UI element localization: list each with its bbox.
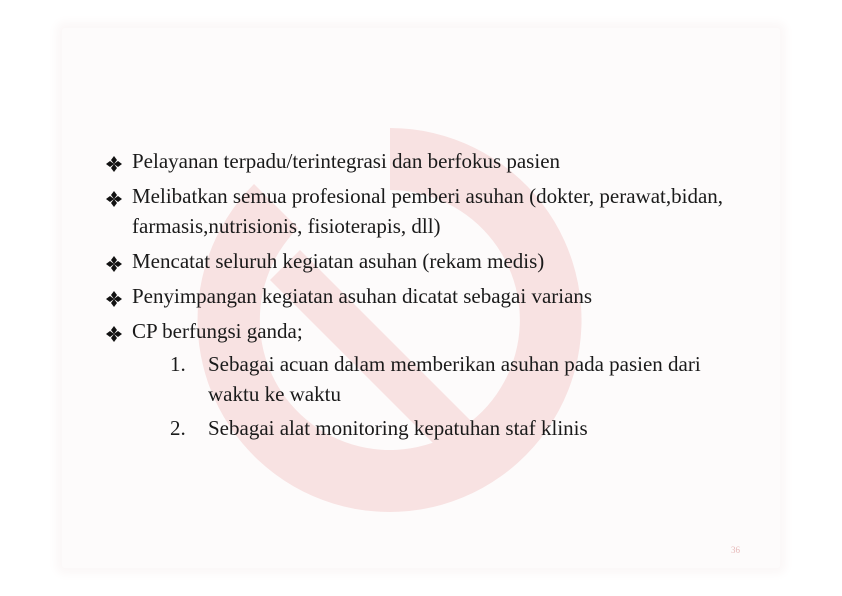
diamond-bullet-icon <box>104 154 124 174</box>
bullet-item <box>104 146 744 176</box>
bullet-list <box>104 146 744 448</box>
bullet-item <box>104 181 744 241</box>
diamond-bullet-icon <box>104 254 124 274</box>
item-number: 1. <box>170 352 186 376</box>
bullet-text: Melibatkan semua profesional pemberi asuhan (dokter, perawat,bidan, farmasis,nutrisionis, fisioterapis, dll) <box>132 184 724 238</box>
bullet-item <box>104 281 744 311</box>
page-number: 36 <box>731 545 740 555</box>
bullet-item <box>104 316 744 443</box>
diamond-bullet-icon <box>104 289 124 309</box>
numbered-item <box>170 413 744 443</box>
bullet-item <box>104 246 744 276</box>
bullet-text: Pelayanan terpadu/terintegrasi dan berfokus pasien <box>132 149 561 173</box>
item-text: Sebagai acuan dalam memberikan asuhan pada pasien dari waktu ke waktu <box>208 352 701 406</box>
item-number: 2. <box>170 416 186 440</box>
bullet-text: CP berfungsi ganda; <box>132 319 303 343</box>
item-text: Sebagai alat monitoring kepatuhan staf klinis <box>208 416 588 440</box>
bullet-text: Mencatat seluruh kegiatan asuhan (rekam medis) <box>132 249 545 273</box>
diamond-bullet-icon <box>104 189 124 209</box>
diamond-bullet-icon <box>104 324 124 344</box>
bullet-text: Penyimpangan kegiatan asuhan dicatat sebagai varians <box>132 284 593 308</box>
numbered-item <box>170 349 744 409</box>
numbered-sublist <box>132 349 744 443</box>
